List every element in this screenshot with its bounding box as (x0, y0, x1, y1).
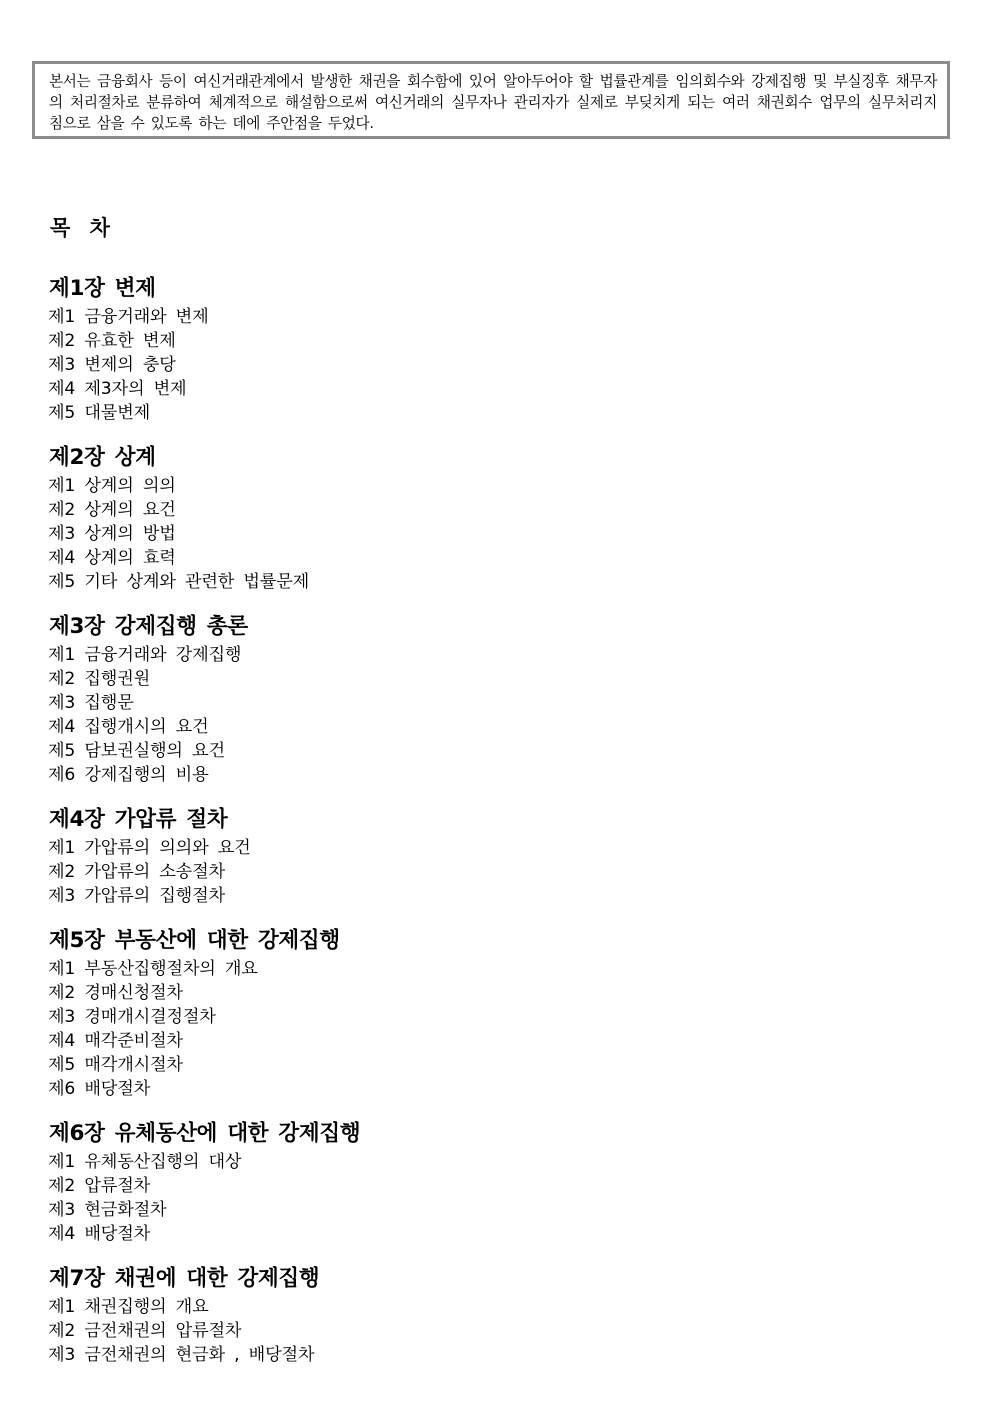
section-item: 제5 대물변제 (48, 403, 151, 423)
section-item: 제5 기타 상계와 관련한 법률문제 (48, 572, 310, 592)
section-item: 제4 배당절차 (48, 1224, 151, 1244)
section-item: 제2 경매신청절차 (48, 983, 183, 1003)
section-list (48, 643, 948, 787)
chapter-3 (48, 611, 948, 787)
section-item: 제2 압류절차 (48, 1176, 151, 1196)
section-item: 제3 현금화절차 (48, 1200, 167, 1220)
section-item: 제4 제3자의 변제 (48, 379, 187, 399)
abstract-text: 본서는 금융회사 등이 여신거래관계에서 발생한 채권을 회수함에 있어 알아두어야 할 법률관계를 임의회수와 강제집행 및 부실징후 채무자의 처리절차로 분류하여 체계적으로 해설함으로써 여신거래의 실무자나 관리자가 실제로 부딪치게 되는 여러 채권회수 업무의 실무처리지침으로 삼을 수 있도록 하는 데에 주안점을 두었다. (49, 73, 937, 132)
section-item: 제2 가압류의 소송절차 (48, 862, 225, 882)
section-item: 제5 매각개시절차 (48, 1055, 183, 1075)
section-list (48, 1295, 948, 1367)
chapter-1 (48, 273, 948, 425)
chapter-title: 제2장 상계 (49, 445, 156, 470)
section-item: 제1 금융거래와 변제 (48, 307, 209, 327)
section-item: 제3 경매개시결정절차 (48, 1007, 216, 1027)
section-item: 제4 매각준비절차 (48, 1031, 183, 1051)
chapter-title: 제1장 변제 (49, 276, 156, 301)
chapter-2 (48, 442, 948, 594)
section-item: 제3 상계의 방법 (48, 524, 176, 544)
section-item: 제6 강제집행의 비용 (48, 765, 209, 785)
section-item: 제1 채권집행의 개요 (48, 1297, 209, 1317)
section-list (48, 957, 948, 1101)
section-item: 제1 상계의 의의 (48, 476, 176, 496)
chapter-title: 제5장 부동산에 대한 강제집행 (49, 928, 340, 953)
section-item: 제4 상계의 효력 (48, 548, 176, 568)
table-of-contents (48, 209, 948, 1384)
chapter-title: 제3장 강제집행 총론 (49, 614, 248, 639)
section-item: 제6 배당절차 (48, 1079, 151, 1099)
abstract-box (32, 61, 950, 139)
section-item: 제2 상계의 요건 (48, 500, 176, 520)
chapter-title: 제6장 유체동산에 대한 강제집행 (49, 1121, 361, 1146)
toc-title: 목 차 (50, 216, 114, 240)
section-item: 제1 유체동산집행의 대상 (48, 1152, 242, 1172)
chapter-6 (48, 1118, 948, 1246)
section-list (48, 836, 948, 908)
chapter-title: 제4장 가압류 절차 (49, 807, 228, 832)
section-list (48, 1150, 948, 1246)
section-item: 제5 담보권실행의 요건 (48, 741, 225, 761)
chapter-5 (48, 925, 948, 1101)
section-item: 제2 집행권원 (48, 669, 151, 689)
section-item: 제4 집행개시의 요건 (48, 717, 209, 737)
section-item: 제1 가압류의 의의와 요건 (48, 838, 251, 858)
chapter-7 (48, 1263, 948, 1367)
section-item: 제2 유효한 변제 (48, 331, 176, 351)
section-item: 제3 가압류의 집행절차 (48, 886, 225, 906)
section-item: 제3 금전채권의 현금화 , 배당절차 (48, 1345, 315, 1365)
chapter-4 (48, 804, 948, 908)
section-item: 제3 변제의 충당 (48, 355, 176, 375)
section-item: 제3 집행문 (48, 693, 134, 713)
section-item: 제2 금전채권의 압류절차 (48, 1321, 242, 1341)
section-item: 제1 부동산집행절차의 개요 (48, 959, 258, 979)
section-list (48, 474, 948, 594)
chapter-title: 제7장 채권에 대한 강제집행 (49, 1266, 320, 1291)
section-list (48, 305, 948, 425)
section-item: 제1 금융거래와 강제집행 (48, 645, 242, 665)
